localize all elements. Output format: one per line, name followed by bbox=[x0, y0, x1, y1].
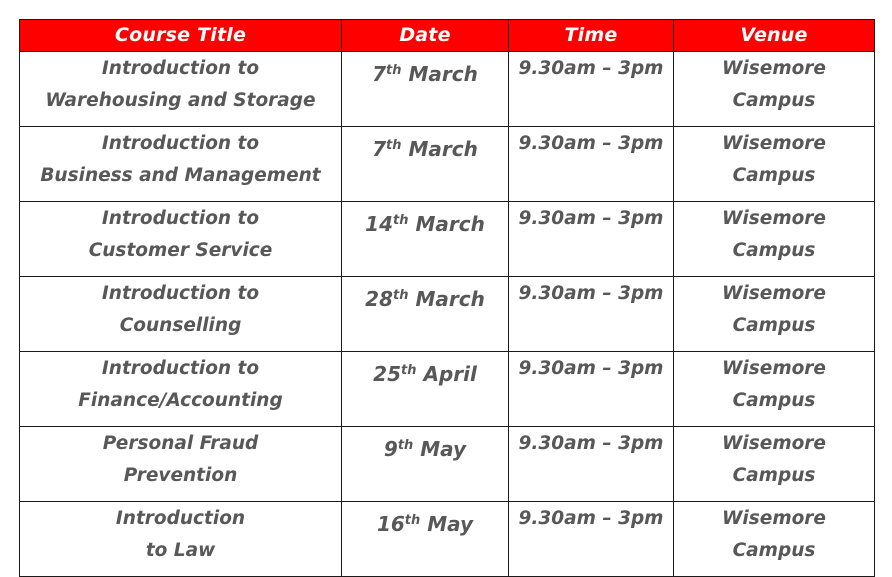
course-title-cell bbox=[20, 277, 342, 352]
date-day: 9 bbox=[383, 437, 398, 461]
venue-line: Wisemore bbox=[722, 358, 826, 379]
table-row bbox=[20, 502, 875, 577]
course-title-cell bbox=[20, 502, 342, 577]
time-cell: 9.30am – 3pm bbox=[509, 502, 674, 577]
column-header-course-title: Course Title bbox=[20, 20, 342, 52]
date-day: 7 bbox=[372, 137, 387, 161]
course-title-line: Introduction to bbox=[101, 208, 260, 229]
venue-cell bbox=[674, 502, 875, 577]
table-row bbox=[20, 277, 875, 352]
venue-line: Wisemore bbox=[722, 133, 826, 154]
course-title-cell bbox=[20, 352, 342, 427]
venue-line: Wisemore bbox=[722, 508, 826, 529]
venue-cell bbox=[674, 277, 875, 352]
column-header-time: Time bbox=[509, 20, 674, 52]
date-suffix: th bbox=[386, 138, 402, 153]
date-suffix: th bbox=[393, 288, 409, 303]
course-title-cell bbox=[20, 202, 342, 277]
date-suffix: th bbox=[404, 513, 421, 528]
time-cell: 9.30am – 3pm bbox=[509, 352, 674, 427]
date-month: March bbox=[408, 287, 485, 311]
course-title-line: Warehousing and Storage bbox=[45, 90, 316, 111]
date-month: April bbox=[416, 362, 477, 386]
header-row bbox=[20, 20, 875, 52]
venue-line: Campus bbox=[732, 240, 816, 261]
table-row bbox=[20, 427, 875, 502]
venue-line: Campus bbox=[732, 315, 816, 336]
date-cell bbox=[342, 202, 509, 277]
date-suffix: th bbox=[401, 363, 417, 378]
date-cell bbox=[342, 352, 509, 427]
table-row bbox=[20, 52, 875, 127]
date-day: 7 bbox=[372, 62, 387, 86]
date-suffix: th bbox=[397, 438, 414, 453]
date-month: May bbox=[413, 437, 467, 461]
date-month: March bbox=[401, 62, 478, 86]
time-cell: 9.30am – 3pm bbox=[509, 52, 674, 127]
venue-line: Campus bbox=[732, 165, 816, 186]
date-cell bbox=[342, 427, 509, 502]
course-title-line: to Law bbox=[145, 540, 216, 561]
table-header bbox=[20, 20, 875, 52]
venue-line: Wisemore bbox=[722, 58, 826, 79]
table-body bbox=[20, 52, 875, 577]
time-cell: 9.30am – 3pm bbox=[509, 277, 674, 352]
date-suffix: th bbox=[386, 63, 402, 78]
course-title-line: Customer Service bbox=[88, 240, 273, 261]
course-title-line: Introduction to bbox=[101, 133, 260, 154]
venue-cell bbox=[674, 427, 875, 502]
course-title-line: Business and Management bbox=[40, 165, 321, 186]
date-day: 25 bbox=[373, 362, 401, 386]
venue-line: Wisemore bbox=[722, 208, 826, 229]
venue-cell bbox=[674, 352, 875, 427]
venue-line: Wisemore bbox=[722, 433, 826, 454]
venue-cell bbox=[674, 52, 875, 127]
course-title-cell bbox=[20, 427, 342, 502]
date-cell bbox=[342, 277, 509, 352]
course-schedule-table bbox=[19, 19, 875, 577]
course-title-line: Counselling bbox=[119, 315, 242, 336]
course-title-line: Prevention bbox=[123, 465, 238, 486]
column-header-venue: Venue bbox=[674, 20, 875, 52]
course-title-line: Introduction bbox=[115, 508, 246, 529]
date-month: March bbox=[408, 212, 485, 236]
time-cell: 9.30am – 3pm bbox=[509, 202, 674, 277]
time-cell: 9.30am – 3pm bbox=[509, 127, 674, 202]
table-row bbox=[20, 202, 875, 277]
date-cell bbox=[342, 52, 509, 127]
course-title-line: Introduction to bbox=[101, 283, 260, 304]
course-title-line: Introduction to bbox=[101, 358, 260, 379]
column-header-date: Date bbox=[342, 20, 509, 52]
course-title-line: Personal Fraud bbox=[102, 433, 259, 454]
date-cell bbox=[342, 127, 509, 202]
date-day: 28 bbox=[365, 287, 394, 311]
table-row bbox=[20, 352, 875, 427]
date-day: 14 bbox=[365, 212, 394, 236]
venue-line: Campus bbox=[732, 465, 816, 486]
date-cell bbox=[342, 502, 509, 577]
course-title-cell bbox=[20, 52, 342, 127]
course-title-line: Introduction to bbox=[101, 58, 260, 79]
date-day: 16 bbox=[376, 512, 405, 536]
venue-cell bbox=[674, 127, 875, 202]
time-cell: 9.30am – 3pm bbox=[509, 427, 674, 502]
course-title-cell bbox=[20, 127, 342, 202]
date-month: March bbox=[401, 137, 478, 161]
date-month: May bbox=[420, 512, 474, 536]
venue-cell bbox=[674, 202, 875, 277]
venue-line: Campus bbox=[732, 390, 816, 411]
table-row bbox=[20, 127, 875, 202]
venue-line: Campus bbox=[732, 540, 816, 561]
course-title-line: Finance/Accounting bbox=[78, 390, 283, 411]
venue-line: Wisemore bbox=[722, 283, 826, 304]
venue-line: Campus bbox=[732, 90, 816, 111]
date-suffix: th bbox=[393, 213, 409, 228]
